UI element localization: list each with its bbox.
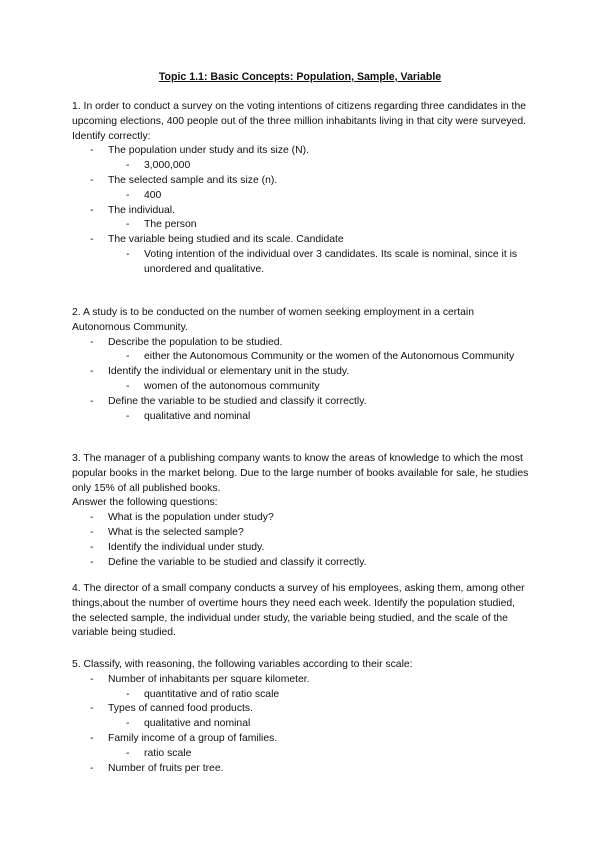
list-item: - The population under study and its size (N). <box>72 144 532 159</box>
answer-item: - qualitative and nominal <box>72 410 532 425</box>
page-title: Topic 1.1: Basic Concepts: Population, Sample, Variable <box>158 71 442 83</box>
question-text: 1. In order to conduct a survey on the voting intentions of citizens regarding three candidates in the upcoming elections, 400 people out of the three million inhabitants living in that city were surveyed. <box>72 101 527 127</box>
list-item: - What is the selected sample? <box>72 526 532 541</box>
question-prompt: Identify correctly: <box>72 130 151 142</box>
list-item: - Identify the individual under study. <box>72 541 532 556</box>
list-item: - The selected sample and its size (n). <box>72 174 532 189</box>
list-item: - The variable being studied and its scale. Candidate <box>72 233 532 248</box>
question-2 <box>72 306 532 424</box>
answer-item: - The person <box>72 218 532 233</box>
list-item: - Define the variable to be studied and classify it correctly. <box>72 395 532 410</box>
question-5 <box>72 658 532 776</box>
question-text: 3. The manager of a publishing company wants to know the areas of knowledge to which the most popular books in the market belong. Due to the large number of books available for sale, he studies only 15% of all published books. <box>72 453 529 494</box>
list-item: - Number of fruits per tree. <box>72 762 532 777</box>
question-4 <box>72 582 532 641</box>
question-text: 5. Classify, with reasoning, the following variables according to their scale: <box>72 659 413 670</box>
answer-item: - women of the autonomous community <box>72 380 532 395</box>
answer-item: - 3,000,000 <box>72 159 532 174</box>
list-item: - Define the variable to be studied and classify it correctly. <box>72 556 532 571</box>
answer-item: - 400 <box>72 189 532 204</box>
list-item: - Types of canned food products. <box>72 702 532 717</box>
question-text: 4. The director of a small company conducts a survey of his employees, asking them, among other things,about the number of overtime hours they need each week. Identify the population studied, the selected sample, the individual under study, the variable being studied, and the scale of the variable being studied. <box>72 583 525 639</box>
question-prompt: Answer the following questions: <box>72 497 218 509</box>
answer-item: - quantitative and of ratio scale <box>72 688 532 703</box>
list-item: - Identify the individual or elementary unit in the study. <box>72 365 532 380</box>
list-item: - Number of inhabitants per square kilometer. <box>72 673 532 688</box>
list-item: - Family income of a group of families. <box>72 732 532 747</box>
answer-item: - Voting intention of the individual over 3 candidates. Its scale is nominal, since it is unordered and qualitative. <box>72 248 532 278</box>
question-3 <box>72 452 532 570</box>
list-item: - Describe the population to be studied. <box>72 336 532 351</box>
answer-item: - qualitative and nominal <box>72 717 532 732</box>
answer-item: - ratio scale <box>72 747 532 762</box>
answer-item: - either the Autonomous Community or the women of the Autonomous Community <box>72 350 532 365</box>
list-item: - What is the population under study? <box>72 511 532 526</box>
question-text: 2. A study is to be conducted on the number of women seeking employment in a certain Autonomous Community. <box>72 307 475 333</box>
list-item: - The individual. <box>72 204 532 219</box>
question-1 <box>72 100 532 278</box>
